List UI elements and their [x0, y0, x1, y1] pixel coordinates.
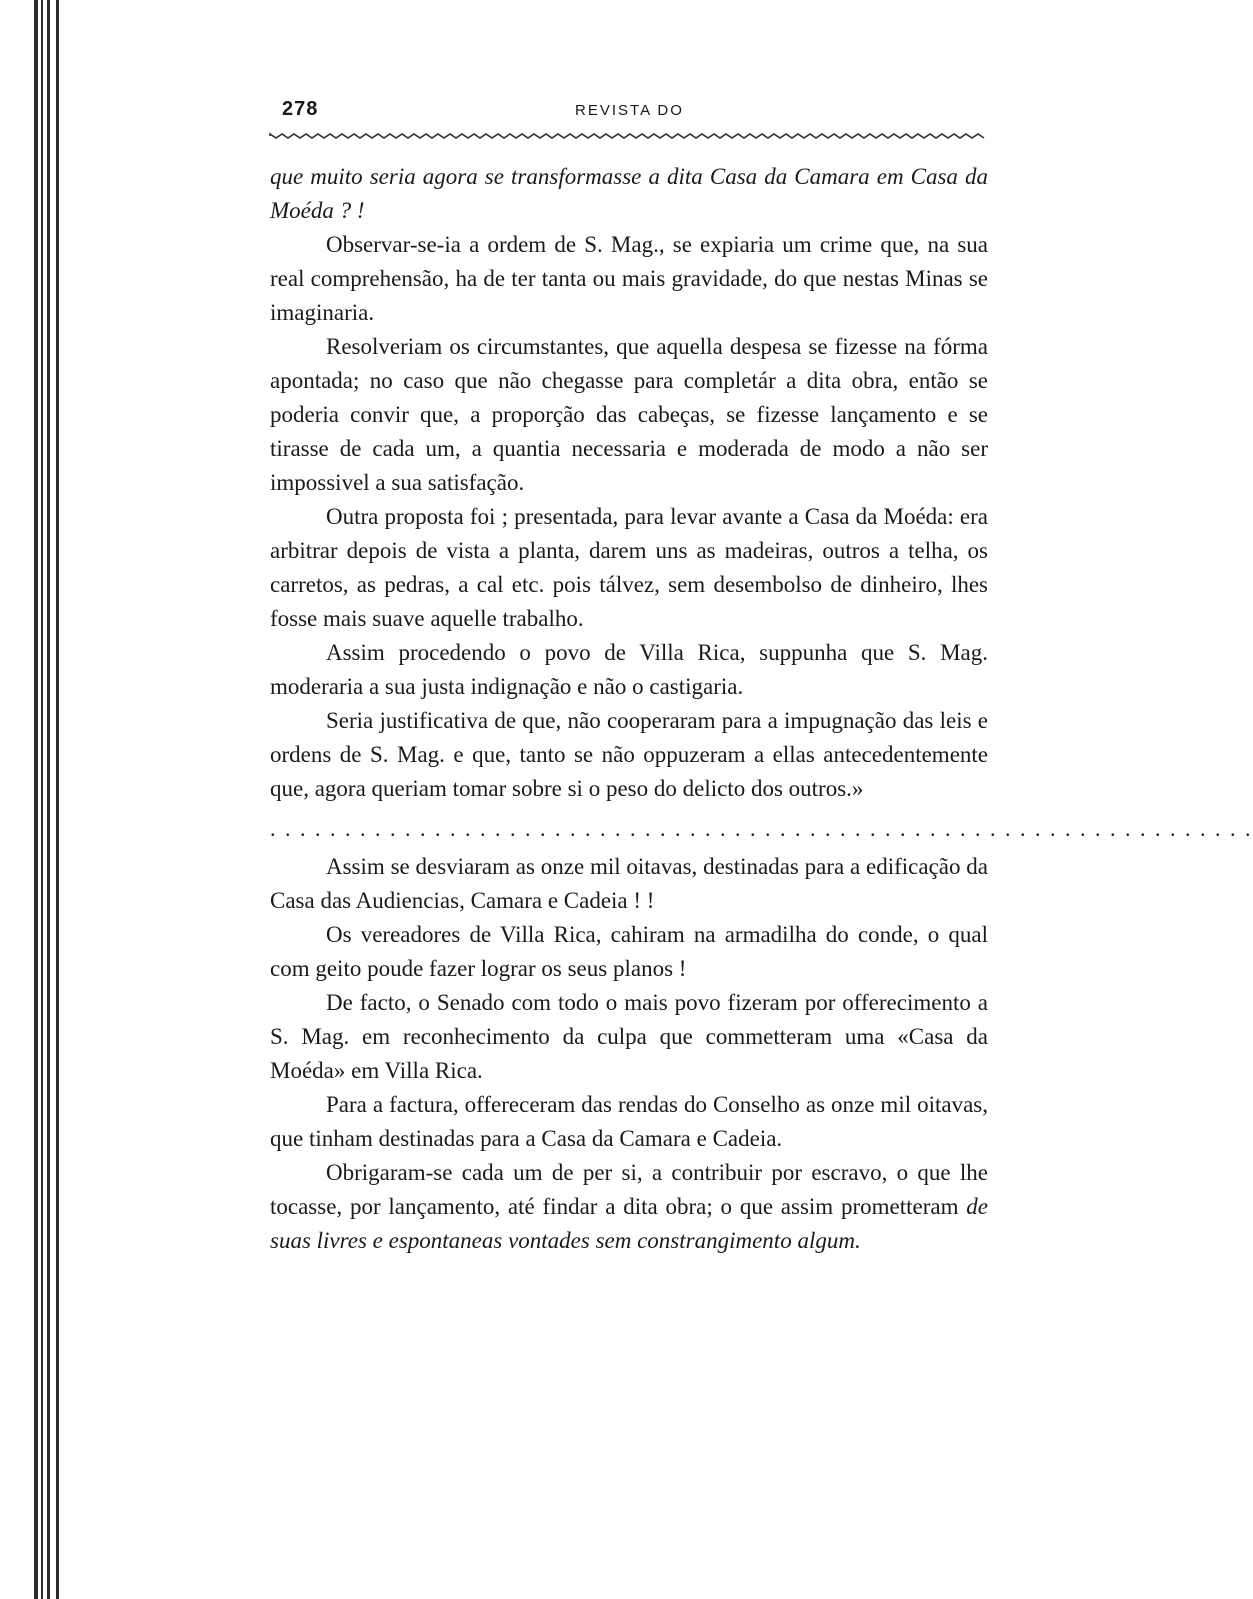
book-page	[270, 88, 1253, 1258]
text-run: Obrigaram-se cada um de per si, a contribuir por escravo, o que lhe tocasse, por lançamento, até findar a dita obra; o que assim prometteram	[270, 1160, 988, 1219]
text-run: Para a factura, offereceram das rendas do Conselho as onze mil oitavas, que tinham destinadas para a Casa da Camara e Cadeia.	[270, 1092, 988, 1151]
paragraph	[270, 1088, 988, 1156]
text-run: Seria justificativa de que, não cooperaram para a impugnação das leis e ordens de S. Mag. e que, tanto se não oppuzeram a ellas antecedentemente que, agora queriam tomar sobre si o peso do delicto dos outros.»	[270, 708, 988, 801]
paragraph	[270, 500, 988, 636]
paragraph	[270, 986, 988, 1088]
text-run: Assim procedendo o povo de Villa Rica, suppunha que S. Mag. moderaria a sua justa indignação e não o castigaria.	[270, 640, 988, 699]
text-run: Resolveriam os circumstantes, que aquella despesa se fizesse na fórma apontada; no caso que não chegasse para completár a dita obra, então se poderia convir que, a proporção das cabeças, se fizesse lançamento e se tirasse de cada um, a quantia necessaria e moderada de modo a não ser impossivel a sua satisfação.	[270, 334, 988, 495]
text-run: De facto, o Senado com todo o mais povo fizeram por offerecimento a S. Mag. em reconhecimento da culpa que commetteram uma «Casa da Moéda» em Villa Rica.	[270, 990, 988, 1083]
running-head	[270, 88, 988, 128]
body-text	[270, 160, 1253, 1258]
paragraph	[270, 330, 988, 500]
paragraph	[270, 1156, 988, 1258]
text-run: que muito seria agora se transformasse a dita Casa da Camara em Casa da Moéda ? !	[270, 164, 988, 223]
paragraph	[270, 228, 988, 330]
text-run: Observar-se-ia a ordem de S. Mag., se expiaria um crime que, na sua real comprehensão, ha de ter tanta ou mais gravidade, do que nestas Minas se imaginaria.	[270, 232, 988, 325]
text-run: de suas livres e espontaneas vontades sem constrangimento algum.	[270, 1194, 988, 1253]
paragraph	[270, 918, 988, 986]
paragraph	[270, 704, 988, 806]
journal-title: REVISTA DO	[575, 102, 684, 119]
ellipsis-separator: . . . . . . . . . . . . . . . . . . . . . . . . . . . . . . . . . . . . . . . . . . . . . . . . . . . . . . . . . . . . . . . . . .	[270, 816, 1253, 841]
paragraph	[270, 636, 988, 704]
header-rule	[270, 130, 988, 142]
text-run: Outra proposta foi ; presentada, para levar avante a Casa da Moéda: era arbitrar depois de vista a planta, darem uns as madeiras, outros a telha, os carretos, as pedras, a cal etc. pois tálvez, sem desembolso de dinheiro, lhes fosse mais suave aquelle trabalho.	[270, 504, 988, 631]
paragraph	[270, 160, 988, 228]
paragraph	[270, 850, 988, 918]
page-number: 278	[282, 98, 319, 120]
text-run: Os vereadores de Villa Rica, cahiram na armadilha do conde, o qual com geito poude fazer lograr os seus planos !	[270, 922, 988, 981]
page-binding-edge	[0, 0, 60, 1599]
text-run: Assim se desviaram as onze mil oitavas, destinadas para a edificação da Casa das Audiencias, Camara e Cadeia ! !	[270, 854, 988, 913]
